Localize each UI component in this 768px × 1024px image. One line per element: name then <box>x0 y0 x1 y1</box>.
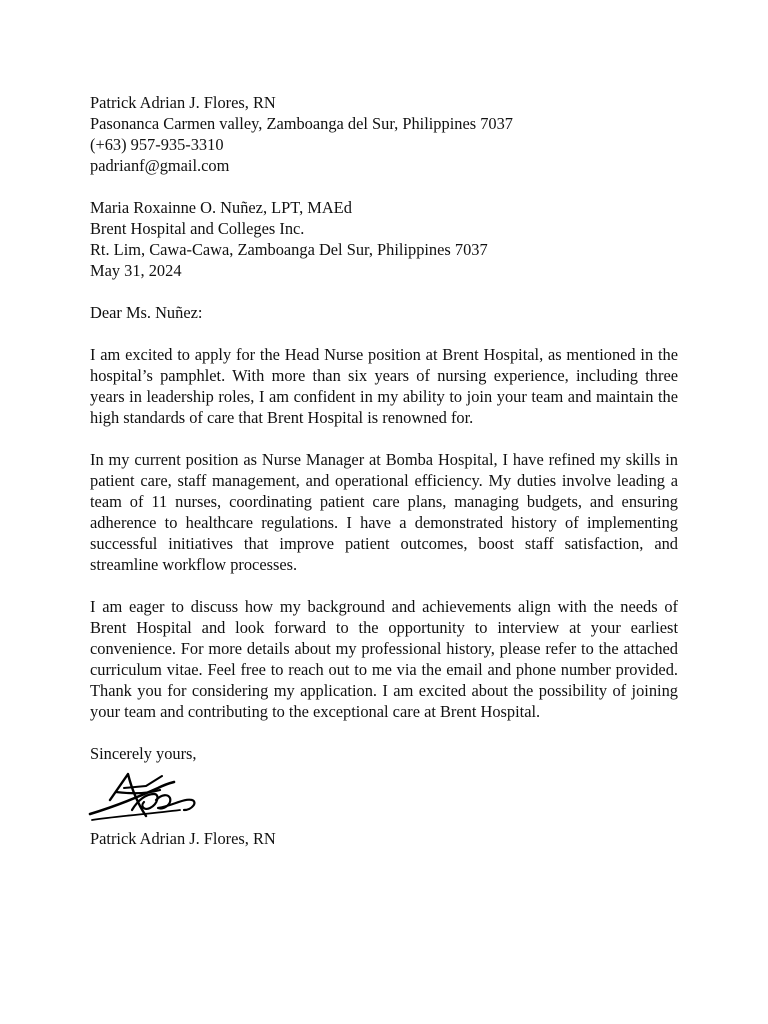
body-paragraph-3: I am eager to discuss how my background and achievements align with the needs of Brent Hospital and look forward to the opportunity to interview at your earliest convenience. For more details about my professional history, please refer to the attached curriculum vitae. Feel free to reach out to me via the email and phone number provided. Thank you for considering my application. I am excited about the possibility of joining your team and contributing to the exceptional care at Brent Hospital. <box>90 597 678 721</box>
sender-address: Pasonanca Carmen valley, Zamboanga del Sur, Philippines 7037 <box>90 114 513 133</box>
recipient-organization: Brent Hospital and Colleges Inc. <box>90 219 305 238</box>
body-paragraph-1: I am excited to apply for the Head Nurse position at Brent Hospital, as mentioned in the hospital’s pamphlet. With more than six years of nursing experience, including three years in leadership roles, I am confident in my ability to join your team and maintain the high standards of care that Brent Hospital is renowned for. <box>90 345 678 427</box>
letter-date: May 31, 2024 <box>90 261 182 280</box>
sender-block <box>90 92 678 176</box>
recipient-name: Maria Roxainne O. Nuñez, LPT, MAEd <box>90 198 352 217</box>
salutation-text: Dear Ms. Nuñez: <box>90 303 203 322</box>
body-paragraph-2: In my current position as Nurse Manager at Bomba Hospital, I have refined my skills in patient care, staff management, and operational efficiency. My duties involve leading a team of 11 nurses, coordinating patient care plans, managing budgets, and ensuring adherence to healthcare regulations. I have a demonstrated history of implementing successful initiatives that improve patient outcomes, boost staff satisfaction, and streamline workflow processes. <box>90 450 678 574</box>
recipient-address: Rt. Lim, Cawa-Cawa, Zamboanga Del Sur, Philippines 7037 <box>90 240 488 259</box>
signature-name: Patrick Adrian J. Flores, RN <box>90 829 276 848</box>
salutation <box>90 302 678 323</box>
handwritten-signature <box>88 764 208 822</box>
recipient-block <box>90 197 678 281</box>
closing: Sincerely yours, <box>90 744 197 763</box>
sender-email: padrianf@gmail.com <box>90 156 230 175</box>
letter <box>90 92 678 849</box>
sender-name: Patrick Adrian J. Flores, RN <box>90 93 276 112</box>
sender-phone: (+63) 957-935-3310 <box>90 135 224 154</box>
